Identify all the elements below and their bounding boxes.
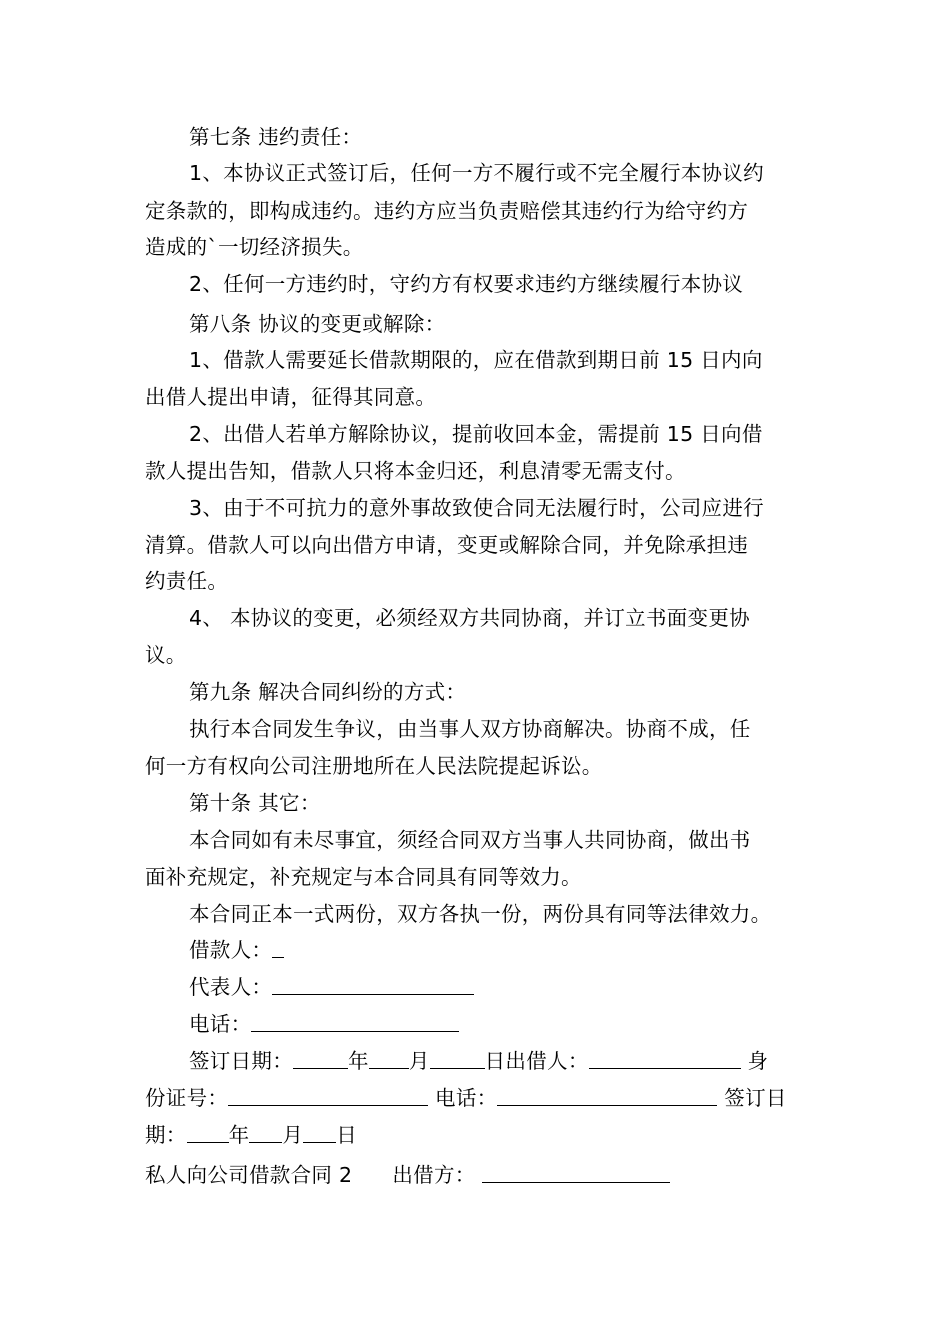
id-label-start: 身 bbox=[747, 1049, 769, 1073]
sign-date2-label: 签订日 bbox=[724, 1086, 787, 1110]
phone-line bbox=[189, 1006, 849, 1042]
year2-label: 年 bbox=[228, 1123, 250, 1147]
id-field[interactable] bbox=[228, 1083, 428, 1106]
sign-date-line bbox=[189, 1043, 849, 1079]
paragraph-line: 3、由于不可抗力的意外事故致使合同无法履行时，公司应进行 bbox=[189, 496, 764, 520]
article-9-heading: 第九条 解决合同纠纷的方式： bbox=[189, 680, 467, 704]
sign-date2-line bbox=[145, 1117, 805, 1153]
paragraph-line: 出借人提出申请，征得其同意。 bbox=[145, 385, 437, 409]
paragraph-line: 何一方有权向公司注册地所在人民法院提起诉讼。 bbox=[145, 754, 603, 778]
phone-label: 电话： bbox=[189, 1012, 252, 1036]
month-field[interactable] bbox=[369, 1046, 409, 1069]
year-label: 年 bbox=[348, 1049, 369, 1073]
next-contract-title: 私人向公司借款合同 2 bbox=[145, 1163, 353, 1187]
paragraph-line: 2、出借人若单方解除协议，提前收回本金，需提前 15 日向借 bbox=[189, 422, 763, 446]
sign-date2-label-end: 期： bbox=[145, 1123, 187, 1147]
phone2-label: 电话： bbox=[435, 1086, 498, 1110]
paragraph-line: 本合同如有未尽事宜，须经合同双方当事人共同协商，做出书 bbox=[189, 828, 751, 852]
phone-field[interactable] bbox=[251, 1009, 459, 1032]
id-line bbox=[145, 1080, 805, 1116]
day-lender-label: 日出借人： bbox=[484, 1049, 589, 1073]
paragraph-line: 4、 本协议的变更，必须经双方共同协商，并订立书面变更协 bbox=[189, 606, 750, 630]
paragraph-line: 定条款的，即构成违约。违约方应当负责赔偿其违约行为给守约方 bbox=[145, 199, 749, 223]
representative-label: 代表人： bbox=[189, 975, 273, 999]
borrower-line bbox=[189, 932, 849, 968]
lender-party-label: 出借方： bbox=[392, 1163, 476, 1187]
paragraph-line: 议。 bbox=[145, 643, 187, 667]
year2-field[interactable] bbox=[187, 1120, 229, 1143]
phone2-field[interactable] bbox=[497, 1083, 717, 1106]
id-label: 份证号： bbox=[145, 1086, 229, 1110]
article-10-heading: 第十条 其它： bbox=[189, 791, 321, 815]
paragraph-line: 本合同正本一式两份，双方各执一份，两份具有同等法律效力。 bbox=[189, 902, 772, 926]
representative-line bbox=[189, 969, 849, 1005]
paragraph-line: 约责任。 bbox=[145, 569, 229, 593]
borrower-field[interactable] bbox=[272, 935, 284, 958]
day2-field[interactable] bbox=[303, 1120, 336, 1143]
lender-party-field[interactable] bbox=[482, 1160, 670, 1183]
paragraph-line: 清算。借款人可以向出借方申请，变更或解除合同，并免除承担违 bbox=[145, 533, 749, 557]
paragraph-line: 造成的`一切经济损失。 bbox=[145, 235, 364, 259]
paragraph-line: 1、借款人需要延长借款期限的，应在借款到期日前 15 日内向 bbox=[189, 348, 763, 372]
paragraph-line: 面补充规定，补充规定与本合同具有同等效力。 bbox=[145, 865, 582, 889]
day2-label: 日 bbox=[336, 1123, 358, 1147]
next-contract-line bbox=[145, 1157, 805, 1193]
month2-label: 月 bbox=[282, 1123, 304, 1147]
representative-field[interactable] bbox=[272, 972, 474, 995]
article-7-heading: 第七条 违约责任： bbox=[189, 125, 363, 149]
year-field[interactable] bbox=[293, 1046, 348, 1069]
article-8-heading: 第八条 协议的变更或解除： bbox=[189, 312, 446, 336]
day-field[interactable] bbox=[430, 1046, 485, 1069]
paragraph-line: 执行本合同发生争议，由当事人双方协商解决。协商不成，任 bbox=[189, 717, 751, 741]
borrower-label: 借款人： bbox=[189, 938, 273, 962]
paragraph-line: 1、本协议正式签订后，任何一方不履行或不完全履行本协议约 bbox=[189, 161, 764, 185]
lender-field[interactable] bbox=[589, 1046, 741, 1069]
paragraph-line: 款人提出告知，借款人只将本金归还，利息清零无需支付。 bbox=[145, 459, 686, 483]
month2-field[interactable] bbox=[249, 1120, 282, 1143]
month-label: 月 bbox=[408, 1049, 430, 1073]
sign-date-label: 签订日期： bbox=[189, 1049, 293, 1073]
paragraph-line: 2、任何一方违约时，守约方有权要求违约方继续履行本协议 bbox=[189, 272, 744, 296]
